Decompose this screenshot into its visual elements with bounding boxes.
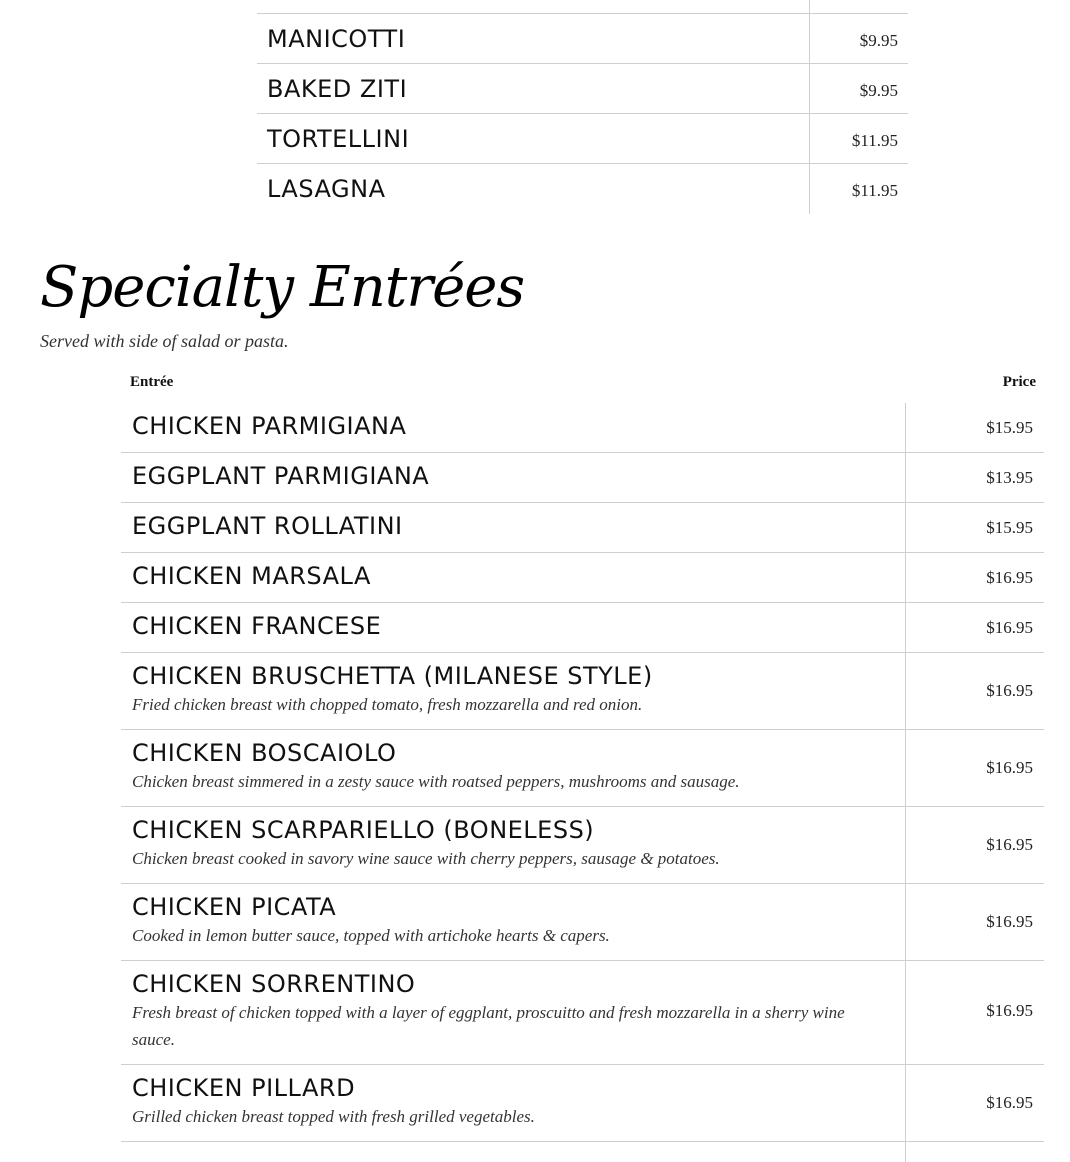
table-row-partial: [121, 1142, 1044, 1162]
entree-name: CHICKEN PARMIGIANA: [132, 412, 407, 440]
pasta-table: [257, 0, 908, 214]
entree-name: CHICKEN MARSALA: [132, 562, 371, 590]
entree-name: CHICKEN SCARPARIELLO (BONELESS): [132, 816, 595, 844]
entree-name: EGGPLANT ROLLATINI: [132, 512, 403, 540]
entree-price: $16.95: [986, 758, 1033, 777]
section-title: Specialty Entrées: [40, 255, 525, 320]
entree-name: EGGPLANT PARMIGIANA: [132, 462, 430, 490]
entree-table: [121, 403, 1044, 1162]
pasta-item-price: $9.95: [859, 31, 898, 50]
entree-description: Chicken breast cooked in savory wine sauce with cherry peppers, sausage & potatoes.: [132, 849, 720, 868]
table-row: [121, 653, 1044, 730]
table-row: [121, 730, 1044, 807]
entree-price: $16.95: [986, 1093, 1033, 1112]
table-row: [121, 1065, 1044, 1142]
pasta-row-partial: [257, 0, 908, 14]
pasta-item-price: $11.95: [851, 131, 898, 150]
table-row: [121, 553, 1044, 603]
table-row: [121, 961, 1044, 1065]
table-row: [121, 453, 1044, 503]
entree-description: Fresh breast of chicken topped with a layer of eggplant, proscuitto and fresh mozzarella in a sherry wine sauce.: [132, 1003, 845, 1049]
pasta-row: [257, 114, 908, 164]
entree-name: CHICKEN BRUSCHETTA (MILANESE STYLE): [132, 662, 653, 690]
pasta-item-name: BAKED ZITI: [267, 75, 408, 103]
entree-price: $15.95: [986, 418, 1033, 437]
table-row: [121, 503, 1044, 553]
entree-description: Grilled chicken breast topped with fresh grilled vegetables.: [132, 1107, 535, 1126]
entree-name: CHICKEN FRANCESE: [132, 612, 382, 640]
pasta-item-name: LASAGNA: [267, 175, 386, 203]
entree-description: Chicken breast simmered in a zesty sauce with roatsed peppers, mushrooms and sausage.: [132, 772, 740, 791]
entree-price: $16.95: [986, 568, 1033, 587]
entree-price: $16.95: [986, 681, 1033, 700]
pasta-name-cell: [257, 0, 810, 13]
entree-price: $16.95: [986, 618, 1033, 637]
table-row: [121, 603, 1044, 653]
table-row: [121, 403, 1044, 453]
entree-name: CHICKEN PICATA: [132, 893, 337, 921]
entree-price: $13.95: [986, 468, 1033, 487]
pasta-row: [257, 64, 908, 114]
entree-price: $16.95: [986, 912, 1033, 931]
table-row: [121, 807, 1044, 884]
column-header-price: Price: [1002, 374, 1036, 390]
entree-name: CHICKEN SORRENTINO: [132, 970, 416, 998]
entree-name: CHICKEN BOSCAIOLO: [132, 739, 397, 767]
section-subtitle: Served with side of salad or pasta.: [40, 331, 289, 351]
pasta-row: [257, 14, 908, 64]
column-header-entree: Entrée: [130, 374, 174, 390]
entree-price: $16.95: [986, 1001, 1033, 1020]
entree-name: CHICKEN PILLARD: [132, 1074, 356, 1102]
entree-description: Cooked in lemon butter sauce, topped with artichoke hearts & capers.: [132, 926, 610, 945]
pasta-item-name: TORTELLINI: [267, 125, 410, 153]
pasta-item-name: MANICOTTI: [267, 25, 406, 53]
pasta-item-price: $9.95: [859, 81, 898, 100]
pasta-row: [257, 164, 908, 214]
entree-price: $16.95: [986, 835, 1033, 854]
pasta-item-price: $11.95: [851, 181, 898, 200]
entree-description: Fried chicken breast with chopped tomato, fresh mozzarella and red onion.: [132, 695, 643, 714]
entree-price: $15.95: [986, 518, 1033, 537]
table-row: [121, 884, 1044, 961]
